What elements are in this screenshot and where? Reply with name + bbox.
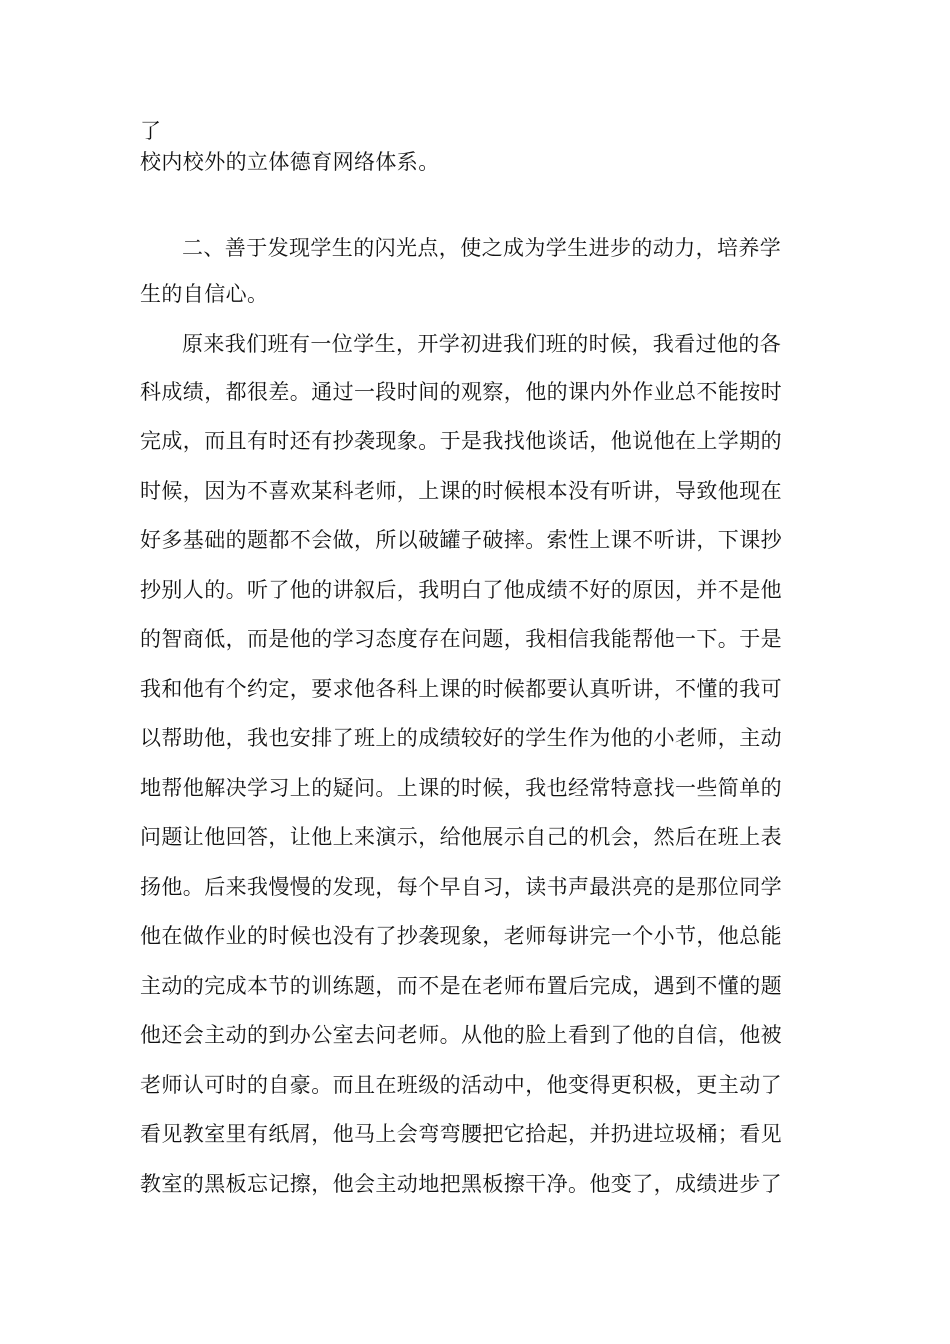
paragraph-line: 教室的黑板忘记擦，他会主动地把黑板擦干净。他变了，成绩进步了 — [140, 1172, 782, 1196]
paragraph-line: 我和他有个约定，要求他各科上课的时候都要认真听讲，不懂的我可 — [140, 677, 782, 701]
paragraph-line: 他在做作业的时候也没有了抄袭现象，老师每讲完一个小节，他总能 — [140, 924, 782, 948]
paragraph-line: 老师认可时的自豪。而且在班级的活动中，他变得更积极，更主动了 — [140, 1073, 782, 1097]
paragraph-line: 科成绩，都很差。通过一段时间的观察，他的课内外作业总不能按时 — [140, 380, 782, 404]
section-heading-line: 二、善于发现学生的闪光点，使之成为学生进步的动力，培养学 — [182, 236, 782, 260]
paragraph-line: 以帮助他，我也安排了班上的成绩较好的学生作为他的小老师，主动 — [140, 726, 782, 750]
text-line: 校内校外的立体德育网络体系。 — [140, 150, 440, 174]
paragraph-line: 的智商低，而是他的学习态度存在问题，我相信我能帮他一下。于是 — [140, 627, 782, 651]
section-heading-line: 生的自信心。 — [140, 282, 269, 306]
paragraph-line: 抄别人的。听了他的讲叙后，我明白了他成绩不好的原因，并不是他 — [140, 578, 782, 602]
paragraph-line: 完成，而且有时还有抄袭现象。于是我找他谈话，他说他在上学期的 — [140, 429, 782, 453]
paragraph-line: 主动的完成本节的训练题，而不是在老师布置后完成，遇到不懂的题 — [140, 974, 782, 998]
paragraph-line: 时候，因为不喜欢某科老师，上课的时候根本没有听讲，导致他现在 — [140, 479, 782, 503]
paragraph-line: 问题让他回答，让他上来演示，给他展示自己的机会，然后在班上表 — [140, 825, 782, 849]
paragraph-line: 地帮他解决学习上的疑问。上课的时候，我也经常特意找一些简单的 — [140, 776, 782, 800]
text-line: 了 — [140, 119, 162, 143]
paragraph-line: 扬他。后来我慢慢的发现，每个早自习，读书声最洪亮的是那位同学 — [140, 875, 782, 899]
paragraph-line: 好多基础的题都不会做，所以破罐子破摔。索性上课不听讲，下课抄 — [140, 528, 782, 552]
paragraph-line: 看见教室里有纸屑，他马上会弯弯腰把它拾起，并扔进垃圾桶；看见 — [140, 1122, 782, 1146]
paragraph-line: 他还会主动的到办公室去问老师。从他的脸上看到了他的自信，他被 — [140, 1023, 782, 1047]
paragraph-line: 原来我们班有一位学生，开学初进我们班的时候，我看过他的各 — [182, 332, 782, 356]
